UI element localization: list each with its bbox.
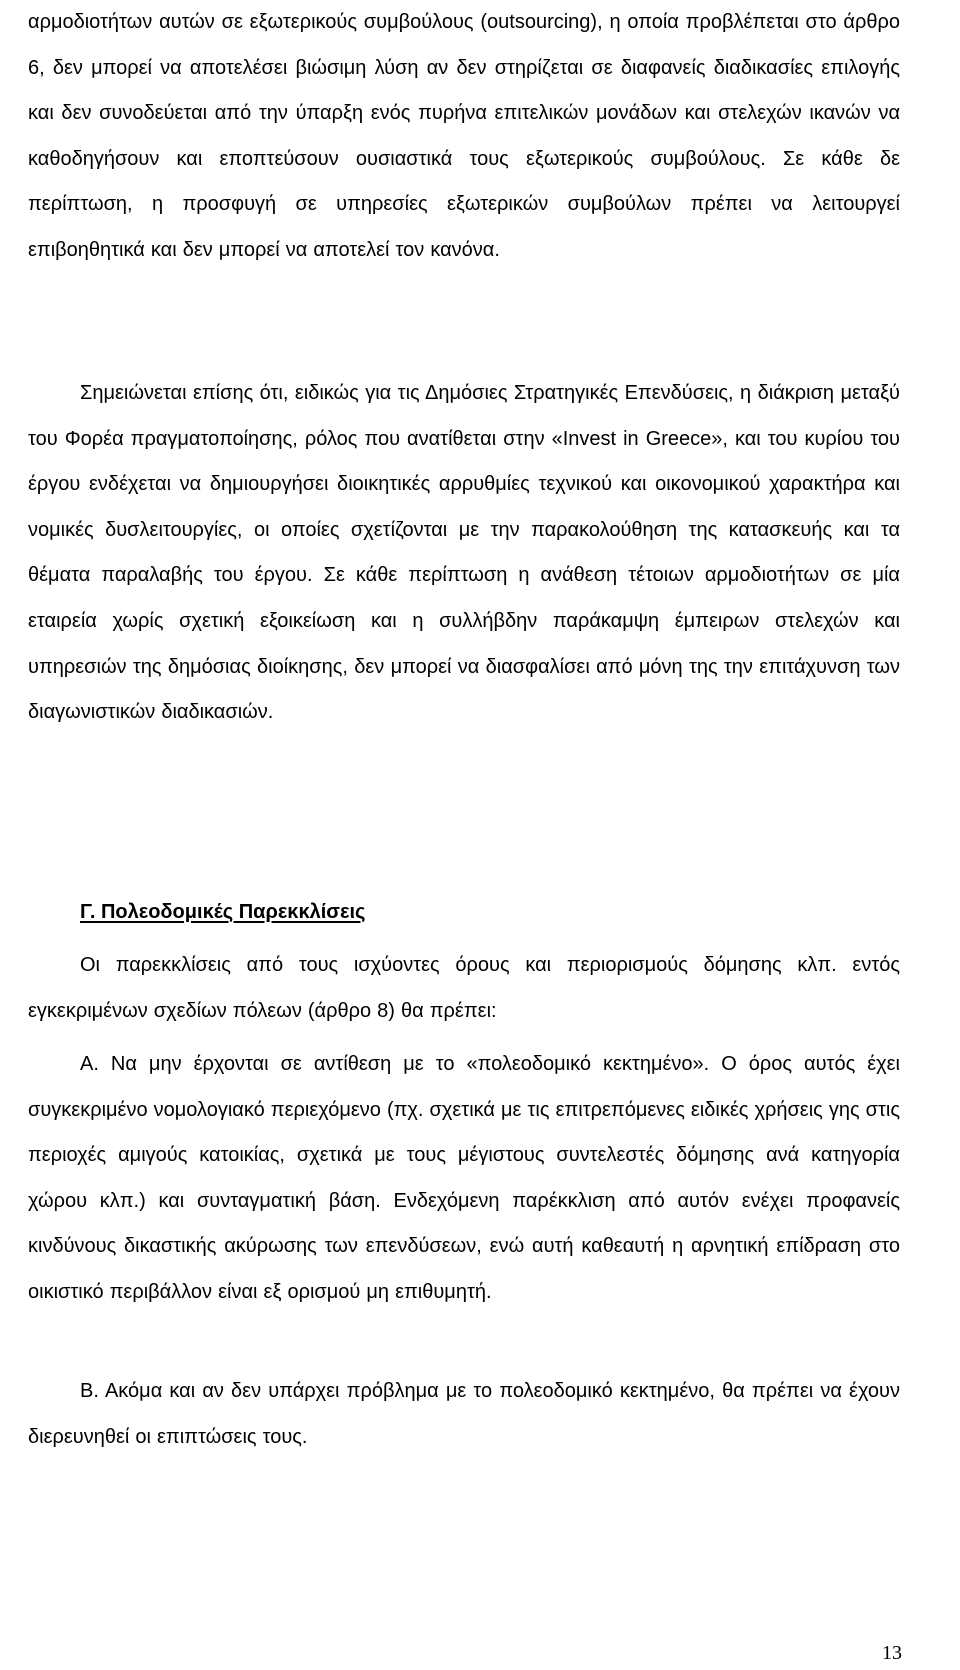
paragraph-strategic-investments: Σημειώνεται επίσης ότι, ειδικώς για τις Δημόσιες Στρατηγικές Επενδύσεις, η διάκριση μεταξύ του Φορέα πραγματοποίησης, ρόλος που ανατίθεται στην «Invest in Greece», και του κυρίου του έργου ενδέχεται να δημιουργήσει διοικητικές αρρυθμίες τεχνικού και οικονομικού χαρακτήρα και νομικές δυσλειτουργίες, οι οποίες σχετίζονται με την παρακολούθηση της κατασκευής και τα θέματα παραλαβής του έργου. Σε κάθε περίπτωση η ανάθεση τέτοιων αρμοδιοτήτων σε μία εταιρεία χωρίς σχετική εξοικείωση και η συλλήβδην παράκαμψη έμπειρων στελεχών και υπηρεσιών της δημόσιας διοίκησης, δεν μπορεί να διασφαλίσει από μόνη της την επιτάχυνση των διαγωνιστικών διαδικασιών. bbox=[28, 382, 900, 724]
page-number: 13 bbox=[882, 1642, 902, 1664]
point-b: Β. Ακόμα και αν δεν υπάρχει πρόβλημα με το πολεοδομικό κεκτημένο, θα πρέπει να έχουν διερευνηθεί οι επιπτώσεις τους. bbox=[28, 1380, 900, 1448]
paragraph-outsourcing: αρμοδιοτήτων αυτών σε εξωτερικούς συμβούλους (outsourcing), η οποία προβλέπεται στο άρθρο 6, δεν μπορεί να αποτελέσει βιώσιμη λύση αν δεν στηρίζεται σε διαφανείς διαδικασίες επιλογής και δεν συνοδεύεται από την ύπαρξη ενός πυρήνα επιτελικών μονάδων και στελεχών ικανών να καθοδηγήσουν και εποπτεύσουν ουσιαστικά τους εξωτερικούς συμβούλους. Σε κάθε δε περίπτωση, η προσφυγή σε υπηρεσίες εξωτερικών συμβούλων πρέπει να λειτουργεί επιβοηθητικά και δεν μπορεί να αποτελεί τον κανόνα. bbox=[28, 11, 900, 261]
section-heading: Γ. Πολεοδομικές Παρεκκλίσεις bbox=[80, 901, 366, 923]
point-a: Α. Να μην έρχονται σε αντίθεση με το «πολεοδομικό κεκτημένο». Ο όρος αυτός έχει συγκεκριμένο νομολογιακό περιεχόμενο (πχ. σχετικά με τις επιτρεπόμενες ειδικές χρήσεις γης στις περιοχές αμιγούς κατοικίας, σχετικά με τους μέγιστους συντελεστές δόμησης ανά κατηγορία χώρου κλπ.) και συνταγματική βάση. Ενδεχόμενη παρέκκλιση από αυτόν ενέχει προφανείς κινδύνους δικαστικής ακύρωσης των επενδύσεων, ενώ αυτή καθεαυτή η αρνητική επίδραση στο οικιστικό περιβάλλον είναι εξ ορισμού μη επιθυμητή. bbox=[28, 1053, 900, 1303]
document-page bbox=[28, 0, 900, 1670]
paragraph-deviations-intro: Οι παρεκκλίσεις από τους ισχύοντες όρους και περιορισμούς δόμησης κλπ. εντός εγκεκριμένων σχεδίων πόλεων (άρθρο 8) θα πρέπει: bbox=[28, 954, 900, 1022]
